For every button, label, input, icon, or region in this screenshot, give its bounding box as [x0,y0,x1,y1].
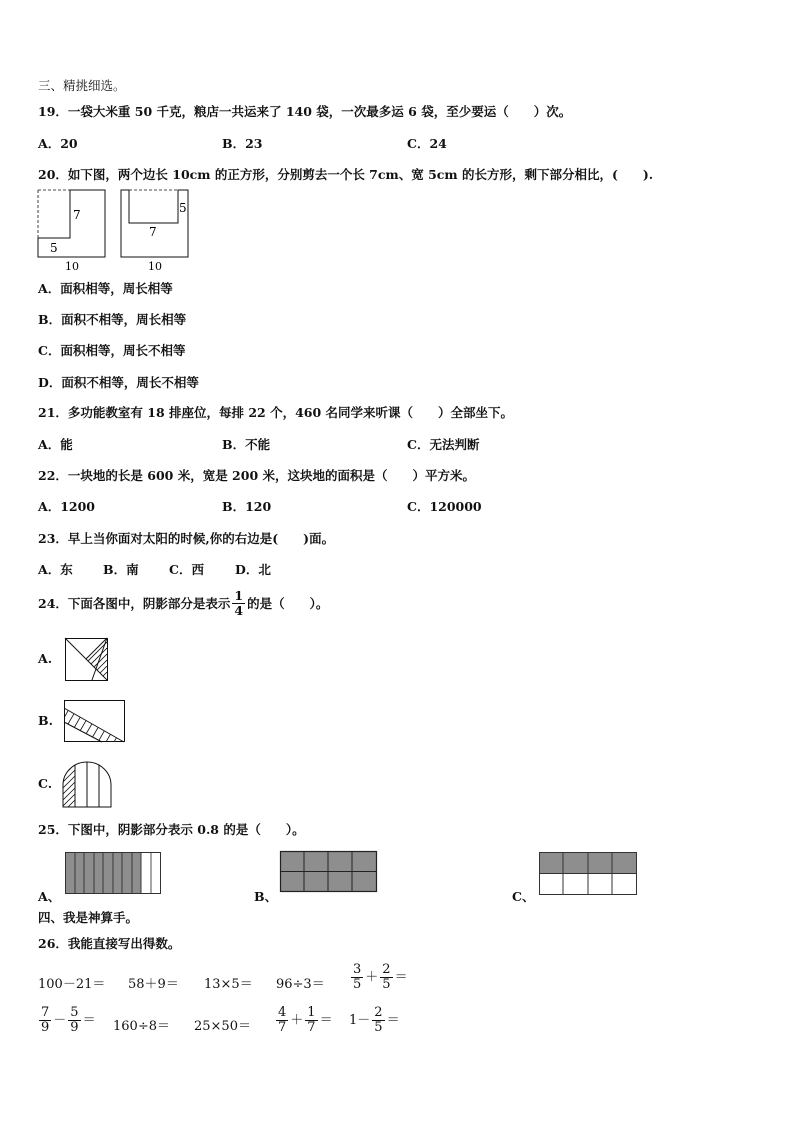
q25-option-b-label[interactable]: B、 [254,889,278,904]
q26-expr-8: 25×50＝ [194,1019,251,1034]
q26-expr-5 [349,963,408,992]
q20-fig1-len: 7 [73,208,81,222]
q22-option-c[interactable]: C．120000 [407,499,482,514]
q26-expr-2: 58＋9＝ [128,977,179,992]
q25-figure-b[interactable] [280,851,378,893]
q26-e5-n2: 2 [382,962,391,977]
q24-frac-num: 1 [234,588,244,603]
q26-e6-n1: 7 [41,1005,50,1020]
q19-option-c[interactable]: C．24 [407,136,447,151]
q24-option-b-label[interactable]: B. [38,713,53,728]
q24-suffix: 的是（ ）。 [247,595,329,611]
q20-option-a[interactable]: A．面积相等，周长相等 [38,281,173,296]
q26-expr-7: 160÷8＝ [113,1019,170,1034]
q26-e6-n2: 5 [70,1005,79,1020]
q26-stem: 26．我能直接写出得数。 [38,936,181,951]
q19-option-a[interactable]: A．20 [38,136,78,151]
q21-stem: 21．多功能教室有 18 排座位，每排 22 个，460 名同学来听课（ ）全部坐下。 [38,405,514,420]
q20-figure-2 [121,190,191,272]
q26-e5-d2: 5 [382,977,391,992]
q24-figure-b[interactable] [64,700,126,743]
q24-frac-den: 4 [234,603,244,618]
q20-option-c[interactable]: C．面积相等，周长不相等 [38,343,186,358]
q26-e9-d2: 7 [307,1020,316,1035]
q26-expr-9 [274,1006,333,1035]
q25-stem: 25．下图中，阴影部分表示 0.8 的是（ ）。 [38,822,305,837]
q20-option-b[interactable]: B．面积不相等，周长相等 [38,312,187,327]
q20-stem: 20．如下图，两个边长 10cm 的正方形，分别剪去一个长 7cm、宽 5cm 的长方形，剩下部分相比，( ). [38,167,654,182]
q26-e5-d1: 5 [353,977,362,992]
q23-stem: 23．早上当你面对太阳的时候,你的右边是( )面。 [38,531,335,546]
q26-e6-d2: 9 [70,1020,79,1035]
q26-e6-d1: 9 [41,1020,50,1035]
q26-e5-n1: 3 [353,962,362,977]
q26-expr-3: 13×5＝ [204,977,253,992]
q20-fig1-base: 10 [65,260,79,273]
q23-option-a[interactable]: A．东 [38,562,73,577]
q23-option-d[interactable]: D．北 [235,562,271,577]
section-3-title: 三、精挑细选。 [38,78,126,93]
q26-e9-n1: 4 [278,1005,287,1020]
q25-option-c-label[interactable]: C、 [512,889,535,904]
q20-fig2-wid: 5 [179,201,187,215]
q26-e5-op: ＋ [365,969,379,985]
q26-expr-4: 96÷3＝ [276,977,325,992]
q23-option-c[interactable]: C．西 [169,562,204,577]
q22-option-a[interactable]: A．1200 [38,499,95,514]
q26-e9-eq: ＝ [319,1012,333,1028]
q26-e9-n2: 1 [307,1005,316,1020]
q19-option-b[interactable]: B．23 [222,136,263,151]
q26-e10-whole: 1－ [349,1012,371,1028]
q20-fig1-wid: 5 [50,241,58,255]
q20-figure-1 [38,190,108,272]
q26-expr-1: 100－21＝ [38,977,106,992]
q26-e6-eq: ＝ [82,1012,96,1028]
q26-e5-eq: ＝ [394,969,408,985]
q22-option-b[interactable]: B．120 [222,499,272,514]
q20-fig2-len: 7 [149,225,157,239]
q24-option-a-label[interactable]: A. [38,651,53,666]
q26-e9-d1: 7 [278,1020,287,1035]
q24-option-c-label[interactable]: C. [38,776,53,791]
section-4-title: 四、我是神算手。 [38,910,139,925]
q20-option-d[interactable]: D．面积不相等，周长不相等 [38,375,199,390]
q24-fraction [232,589,245,618]
q24-figure-c[interactable] [63,762,113,808]
q25-figure-a[interactable] [65,852,165,895]
q24-stem [38,589,328,618]
q26-e10-d: 5 [374,1020,383,1035]
q26-e6-op: － [53,1012,67,1028]
q25-figure-c[interactable] [539,852,639,896]
q25-option-a-label[interactable]: A、 [38,889,61,904]
q22-stem: 22．一块地的长是 600 米，宽是 200 米，这块地的面积是（ ）平方米。 [38,468,475,483]
q26-expr-6 [37,1006,96,1035]
q23-option-b[interactable]: B．南 [103,562,139,577]
q24-figure-a[interactable] [65,638,108,681]
q20-fig2-base: 10 [148,260,162,273]
q26-e9-op: ＋ [290,1012,304,1028]
q21-option-a[interactable]: A．能 [38,437,73,452]
q19-stem: 19．一袋大米重 50 千克，粮店一共运来了 140 袋，一次最多运 6 袋，至少要运（ ）次。 [38,104,572,119]
q21-option-c[interactable]: C．无法判断 [407,437,480,452]
q24-prefix: 24．下面各图中，阴影部分是表示 [38,595,231,611]
q26-expr-10 [349,1006,400,1035]
q21-option-b[interactable]: B．不能 [222,437,271,452]
q26-e10-n: 2 [374,1005,383,1020]
q26-e10-eq: ＝ [386,1012,400,1028]
